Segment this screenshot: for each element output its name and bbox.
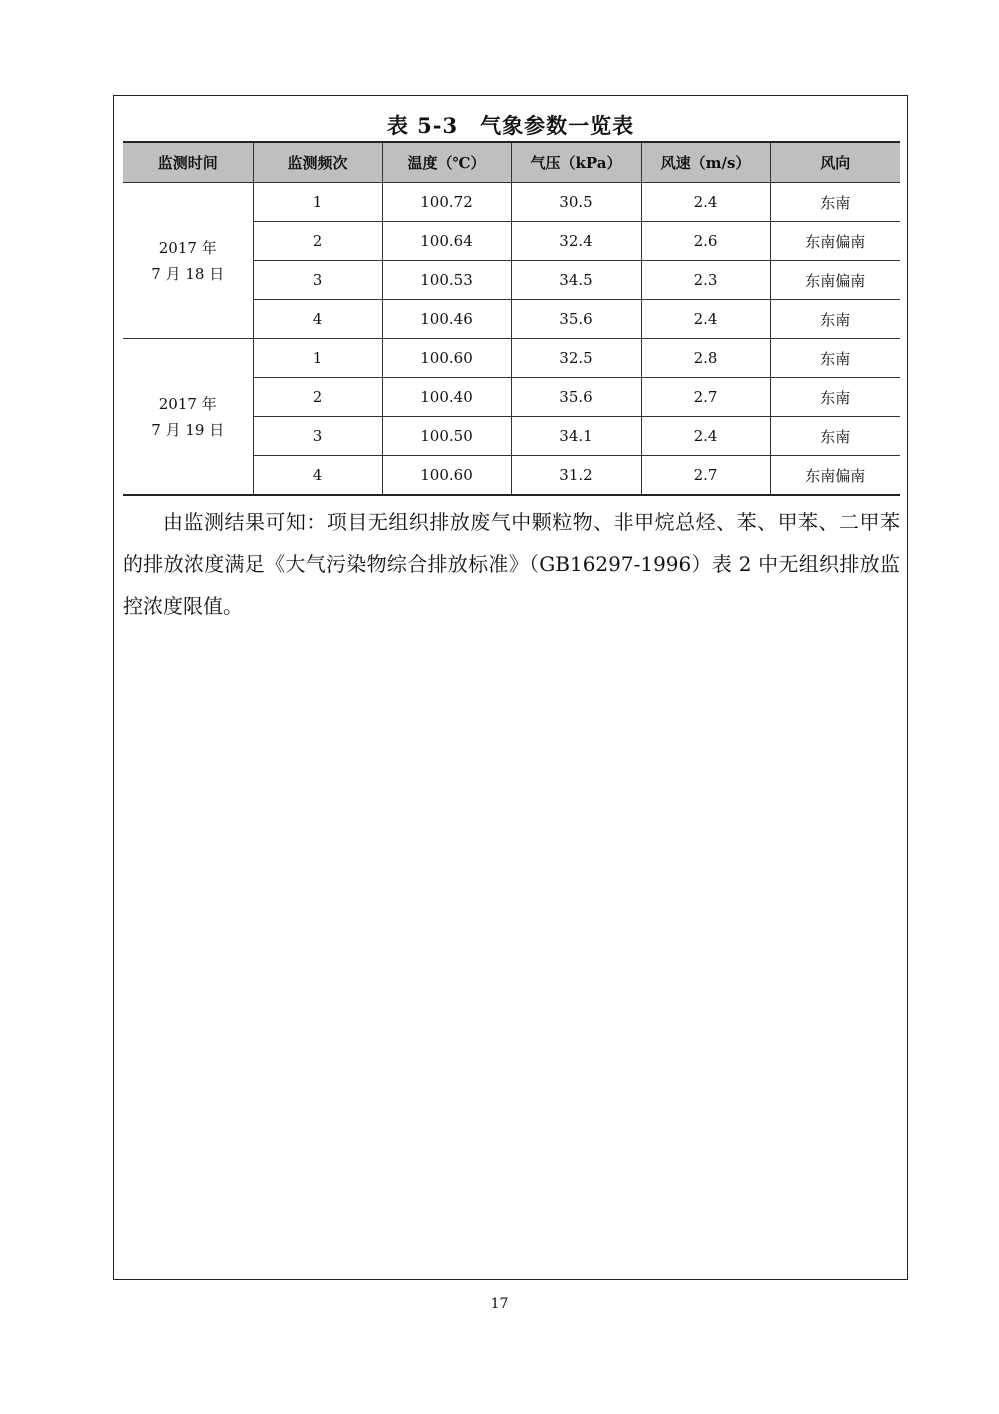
cell-wind-speed: 2.4 (641, 417, 770, 456)
cell-frequency: 1 (253, 339, 382, 378)
cell-frequency: 4 (253, 300, 382, 339)
cell-pressure: 32.5 (511, 339, 641, 378)
cell-pressure: 34.5 (511, 261, 641, 300)
cell-wind-speed: 2.3 (641, 261, 770, 300)
cell-frequency: 3 (253, 261, 382, 300)
cell-wind-direction: 东南 (770, 183, 900, 222)
table-header-row (123, 142, 900, 183)
cell-frequency: 3 (253, 417, 382, 456)
cell-wind-speed: 2.7 (641, 456, 770, 496)
cell-temperature: 100.60 (382, 339, 511, 378)
header-pressure: 气压（kPa） (511, 142, 641, 183)
cell-wind-direction: 东南 (770, 378, 900, 417)
cell-wind-direction: 东南 (770, 417, 900, 456)
cell-pressure: 31.2 (511, 456, 641, 496)
table-row (123, 339, 900, 378)
cell-frequency: 1 (253, 183, 382, 222)
header-frequency: 监测频次 (253, 142, 382, 183)
header-wind-direction: 风向 (770, 142, 900, 183)
cell-pressure: 32.4 (511, 222, 641, 261)
cell-frequency: 2 (253, 222, 382, 261)
cell-temperature: 100.53 (382, 261, 511, 300)
table-title: 表 5-3 气象参数一览表 (386, 113, 635, 138)
cell-temperature: 100.64 (382, 222, 511, 261)
cell-wind-speed: 2.8 (641, 339, 770, 378)
cell-wind-direction: 东南 (770, 300, 900, 339)
cell-pressure: 35.6 (511, 300, 641, 339)
cell-pressure: 30.5 (511, 183, 641, 222)
cell-wind-direction: 东南偏南 (770, 261, 900, 300)
table-row (123, 183, 900, 222)
header-temperature: 温度（℃） (382, 142, 511, 183)
header-wind-speed: 风速（m/s） (641, 142, 770, 183)
cell-wind-speed: 2.6 (641, 222, 770, 261)
date-cell (123, 183, 253, 339)
cell-pressure: 35.6 (511, 378, 641, 417)
cell-wind-direction: 东南 (770, 339, 900, 378)
header-monitor-time: 监测时间 (123, 142, 253, 183)
date-year: 2017 年 (158, 394, 217, 413)
cell-temperature: 100.72 (382, 183, 511, 222)
cell-temperature: 100.46 (382, 300, 511, 339)
weather-parameters-table (123, 141, 900, 496)
cell-wind-direction: 东南偏南 (770, 456, 900, 496)
cell-frequency: 2 (253, 378, 382, 417)
cell-wind-speed: 2.4 (641, 183, 770, 222)
date-day: 7 月 18 日 (151, 264, 225, 283)
page-number: 17 (490, 1296, 509, 1312)
cell-wind-speed: 2.7 (641, 378, 770, 417)
conclusion-paragraph: 由监测结果可知：项目无组织排放废气中颗粒物、非甲烷总烃、苯、甲苯、二甲苯的排放浓度满足《大气污染物综合排放标准》（GB16297-1996）表 2 中无组织排放监控浓度限值。 (123, 510, 900, 618)
cell-pressure: 34.1 (511, 417, 641, 456)
date-day: 7 月 19 日 (151, 420, 225, 439)
cell-temperature: 100.40 (382, 378, 511, 417)
cell-wind-speed: 2.4 (641, 300, 770, 339)
cell-wind-direction: 东南偏南 (770, 222, 900, 261)
date-year: 2017 年 (158, 238, 217, 257)
cell-temperature: 100.50 (382, 417, 511, 456)
date-cell (123, 339, 253, 496)
cell-frequency: 4 (253, 456, 382, 496)
page-frame (113, 95, 908, 1280)
cell-temperature: 100.60 (382, 456, 511, 496)
